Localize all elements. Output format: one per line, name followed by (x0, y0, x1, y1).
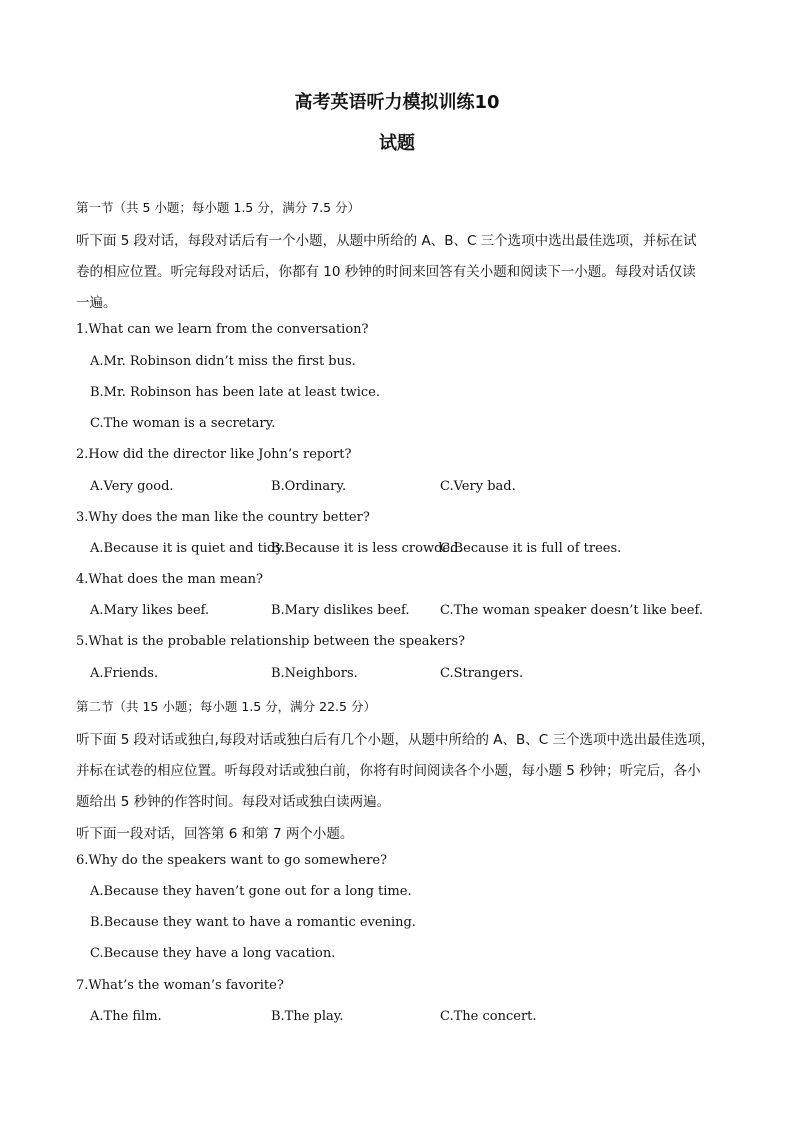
page-subtitle: 试题 (379, 133, 415, 154)
option-c: C.Because they have a long vacation. (90, 946, 336, 961)
option-b: B.Because it is less crowded. (271, 541, 463, 556)
group-intro: 听下面一段对话，回答第 6 和第 7 两个小题。 (76, 826, 354, 842)
option-a: A.Mary likes beef. (90, 603, 210, 618)
question-text: 4.What does the man mean? (76, 572, 264, 587)
section2-instruction-line: 题给出 5 秒钟的作答时间。每段对话或独白读两遍。 (76, 794, 391, 810)
section1-instruction-line: 听下面 5 段对话，每段对话后有一个小题，从题中所给的 A、B、C 三个选项中选出最佳选项，并标在试 (76, 233, 697, 249)
option-c: C.The woman speaker doesn’t like beef. (440, 603, 703, 618)
option-b: B.Neighbors. (271, 666, 358, 681)
option-a: A.Friends. (90, 666, 159, 681)
option-b: B.Because they want to have a romantic evening. (90, 915, 416, 930)
option-b: B.Mr. Robinson has been late at least twice. (90, 385, 380, 400)
section1-heading: 第一节（共 5 小题；每小题 1.5 分，满分 7.5 分） (76, 200, 361, 215)
option-c: C.Strangers. (440, 666, 524, 681)
option-c: C.Very bad. (440, 479, 516, 494)
section2-instruction-line: 并标在试卷的相应位置。听每段对话或独白前，你将有时间阅读各个小题，每小题 5 秒钟；听完后，各小 (76, 763, 701, 779)
section2-heading: 第二节（共 15 小题；每小题 1.5 分，满分 22.5 分） (76, 699, 376, 714)
question-text: 1.What can we learn from the conversation? (76, 322, 369, 337)
option-c: C.Because it is full of trees. (440, 541, 622, 556)
question-text: 6.Why do the speakers want to go somewhere? (76, 853, 388, 868)
option-b: B.The play. (271, 1009, 344, 1024)
option-c: C.The concert. (440, 1009, 537, 1024)
question-text: 5.What is the probable relationship between the speakers? (76, 634, 465, 649)
option-a: A.Very good. (90, 479, 174, 494)
section1-instruction-line: 卷的相应位置。听完每段对话后，你都有 10 秒钟的时间来回答有关小题和阅读下一小题。每段对话仅读 (76, 264, 696, 280)
option-c: C.The woman is a secretary. (90, 416, 276, 431)
page-title: 高考英语听力模拟训练10 (294, 92, 500, 113)
option-a: A.Because it is quiet and tidy. (90, 541, 286, 556)
option-b: B.Ordinary. (271, 479, 347, 494)
question-text: 7.What’s the woman’s favorite? (76, 978, 284, 993)
option-a: A.The film. (90, 1009, 162, 1024)
question-text: 3.Why does the man like the country better? (76, 510, 370, 525)
option-a: A.Mr. Robinson didn’t miss the first bus. (90, 354, 356, 369)
option-a: A.Because they haven’t gone out for a long time. (90, 884, 412, 899)
section1-instruction-line: 一遍。 (76, 295, 117, 311)
question-text: 2.How did the director like John’s report? (76, 447, 352, 462)
option-b: B.Mary dislikes beef. (271, 603, 410, 618)
section2-instruction-line: 听下面 5 段对话或独白,每段对话或独白后有几个小题，从题中所给的 A、B、C 三个选项中选出最佳选项， (76, 732, 715, 748)
